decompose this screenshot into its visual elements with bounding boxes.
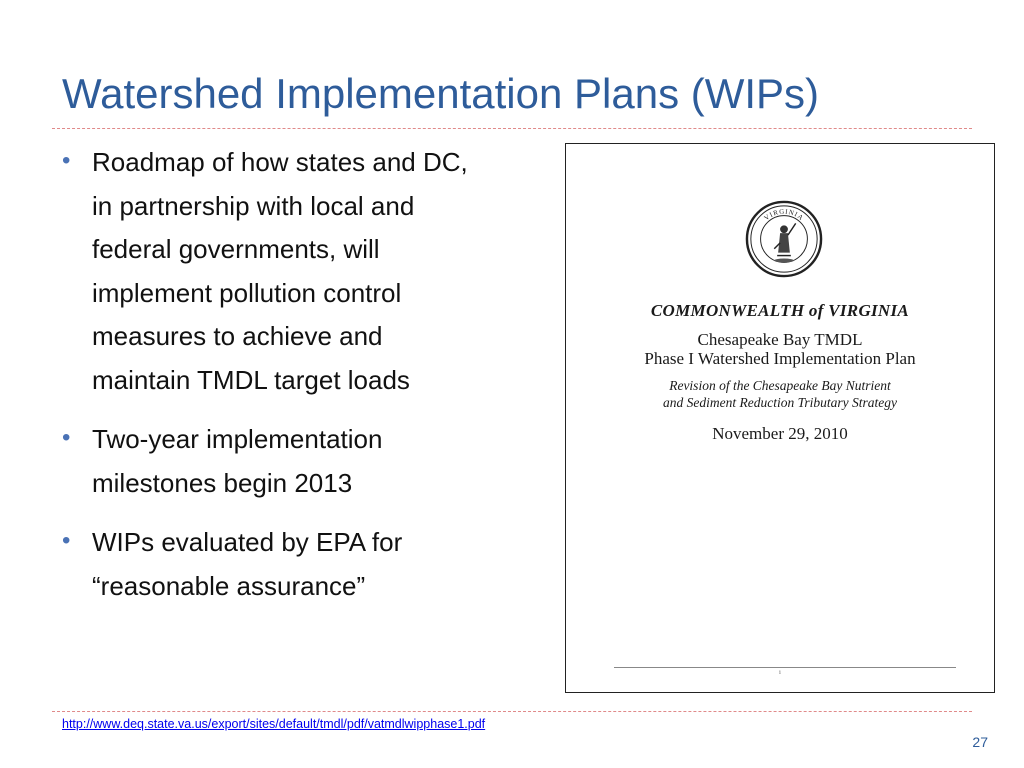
bullet-item-roadmap <box>62 141 552 402</box>
bullet-item-milestones <box>62 418 552 505</box>
bullet-line: milestones begin 2013 <box>92 467 353 498</box>
bullet-line: federal governments, will <box>92 234 380 264</box>
document-title-line2: Phase I Watershed Implementation Plan <box>644 349 916 368</box>
document-footer-rule <box>614 667 956 668</box>
bullet-line: WIPs evaluated by EPA for <box>92 527 403 557</box>
slide-number: 27 <box>972 734 988 750</box>
bullet-list <box>62 141 552 624</box>
document-subtitle-line1: Revision of the Chesapeake Bay Nutrient <box>669 378 891 393</box>
footer-divider <box>52 711 972 712</box>
bullet-line: Two-year implementation <box>92 424 383 454</box>
document-date: November 29, 2010 <box>712 424 848 443</box>
bullet-icon: • <box>62 527 71 554</box>
bullet-icon: • <box>62 424 71 451</box>
seal-text: VIRGINIA <box>763 208 805 223</box>
bullet-line: implement pollution control <box>92 277 402 308</box>
bullet-line: measures to achieve and <box>92 321 383 351</box>
document-title-line1: Chesapeake Bay TMDL <box>697 330 863 349</box>
document-page-number: i <box>779 670 781 676</box>
virginia-seal-icon <box>745 200 823 278</box>
source-link[interactable]: http://www.deq.state.va.us/export/sites/default/tmdl/pdf/vatmdlwipphase1.pdf <box>62 717 486 731</box>
bullet-line: maintain TMDL target loads <box>92 364 410 395</box>
bullet-line: in partnership with local and <box>92 190 415 221</box>
bullet-line: “reasonable assurance” <box>92 570 366 601</box>
document-subtitle-line2: and Sediment Reduction Tributary Strategy <box>663 395 897 410</box>
title-divider <box>52 128 972 129</box>
document-cover-image <box>565 143 995 693</box>
bullet-line: Roadmap of how states and DC, <box>92 147 468 177</box>
bullet-item-assurance <box>62 521 552 608</box>
document-heading: COMMONWEALTH of VIRGINIA <box>650 301 910 320</box>
bullet-icon: • <box>62 147 71 174</box>
slide-title: Watershed Implementation Plans (WIPs) <box>62 70 820 117</box>
